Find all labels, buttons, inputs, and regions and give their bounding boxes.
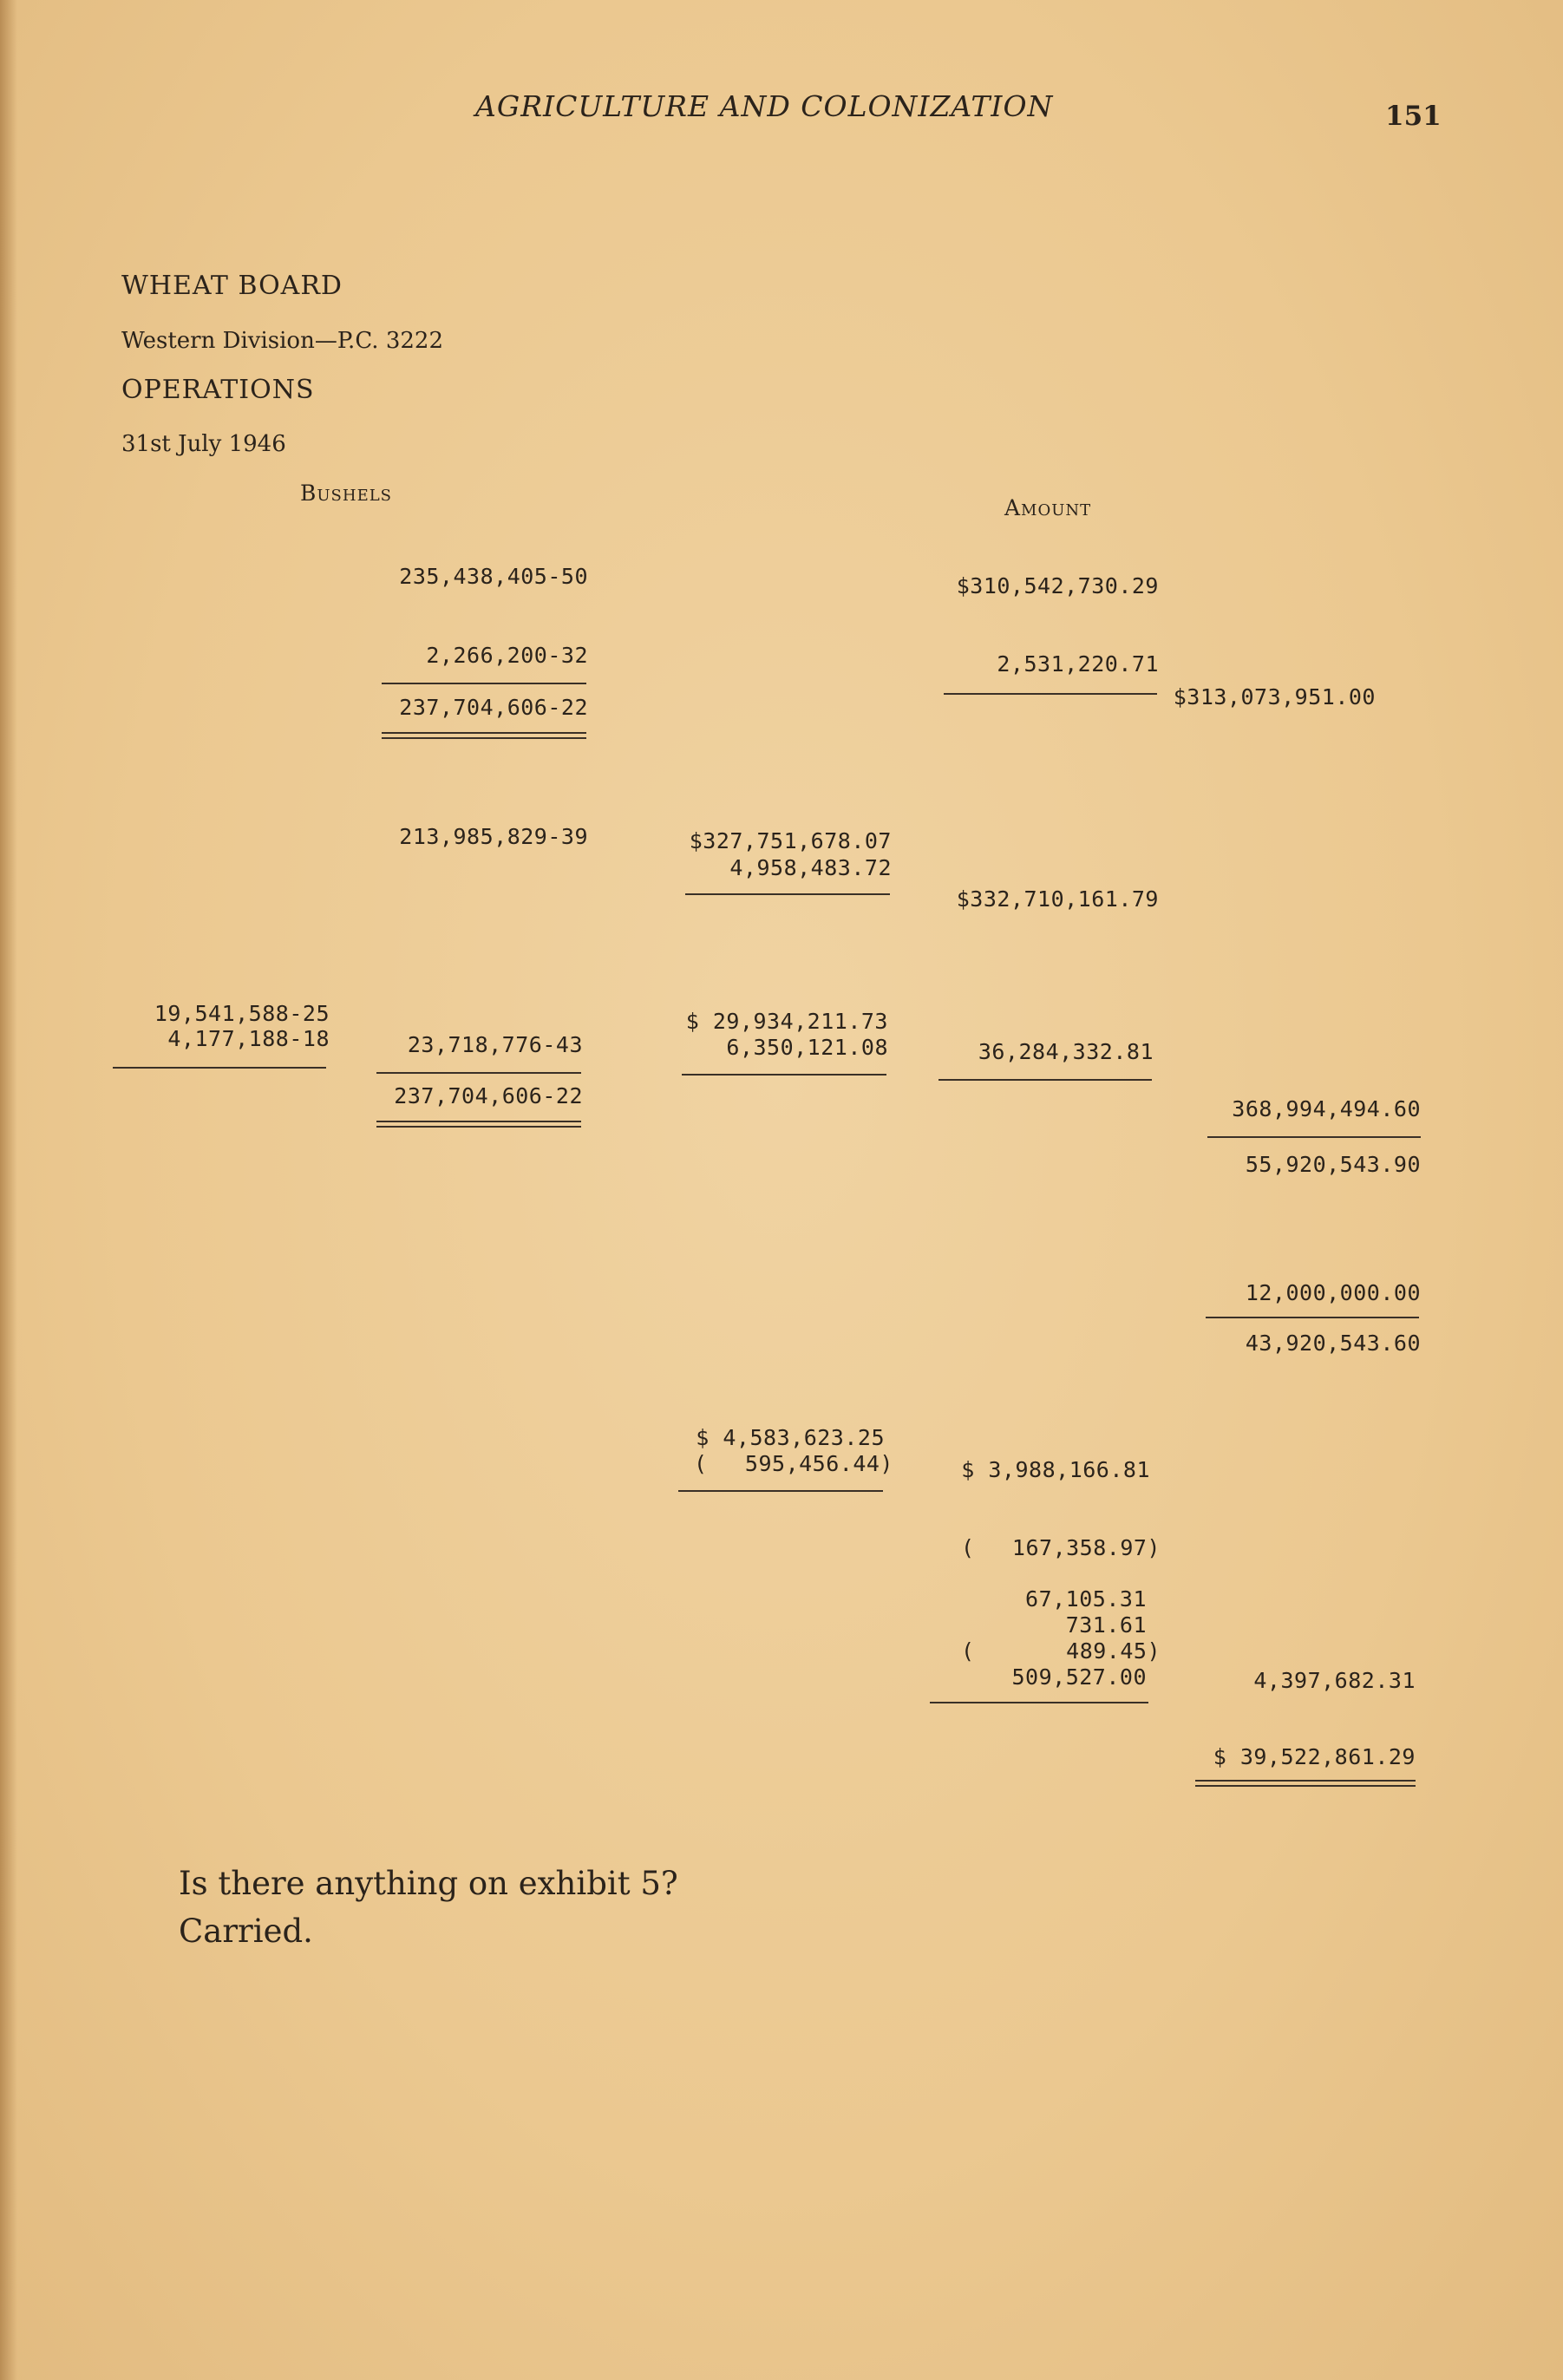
figure: 2,531,220.71: [997, 651, 1159, 677]
total-rule: [382, 732, 586, 739]
statement-title: WHEAT BOARD: [121, 271, 343, 301]
figure: (: [961, 1535, 975, 1560]
figure: 4,397,682.31: [1253, 1668, 1416, 1693]
figure: 489.45): [1066, 1638, 1161, 1664]
figure: $ 39,522,861.29: [1213, 1744, 1416, 1769]
figure: 509,527.00: [1011, 1664, 1147, 1690]
subtotal-rule: [944, 693, 1157, 695]
figure: 4,958,483.72: [729, 855, 892, 880]
subtotal-rule: [113, 1067, 326, 1069]
subtotal-rule: [685, 893, 890, 895]
figure: 6,350,121.08: [726, 1035, 888, 1060]
figure: 55,920,543.90: [1245, 1152, 1421, 1177]
figure: $ 29,934,211.73: [685, 1009, 888, 1034]
figure: 213,985,829-39: [399, 824, 588, 849]
figure: 237,704,606-22: [399, 695, 588, 720]
subtotal-rule: [376, 1072, 581, 1074]
figure: 237,704,606-22: [394, 1083, 583, 1108]
subtotal-rule: [682, 1074, 886, 1076]
figure: $327,751,678.07: [689, 828, 892, 853]
closing-result: Carried.: [179, 1912, 313, 1950]
column-header-amount: Amount: [1004, 495, 1092, 520]
statement-heading: OPERATIONS: [121, 375, 315, 405]
figure: (: [694, 1451, 708, 1476]
subtotal-rule: [1206, 1317, 1419, 1318]
statement-date: 31st July 1946: [121, 431, 286, 457]
closing-question: Is there anything on exhibit 5?: [179, 1865, 678, 1902]
figure: 731.61: [1065, 1612, 1147, 1638]
page-edge-shadow: [0, 0, 17, 2380]
figure: 235,438,405-50: [399, 564, 588, 589]
total-rule: [376, 1121, 581, 1128]
subtotal-rule: [1207, 1136, 1421, 1138]
total-rule: [1195, 1780, 1416, 1787]
subtotal-rule: [678, 1490, 883, 1492]
figure: $ 3,988,166.81: [961, 1457, 1150, 1482]
figure: 12,000,000.00: [1245, 1280, 1421, 1305]
figure: $ 4,583,623.25: [696, 1425, 885, 1450]
figure: 19,541,588-25: [154, 1001, 330, 1026]
figure: 2,266,200-32: [426, 643, 588, 668]
subtotal-rule: [938, 1079, 1152, 1081]
figure: 36,284,332.81: [978, 1039, 1154, 1064]
column-header-bushels: Bushels: [300, 481, 392, 506]
figure: 595,456.44): [744, 1451, 893, 1476]
figure: $313,073,951.00: [1173, 684, 1376, 709]
figure: 67,105.31: [1025, 1586, 1147, 1612]
statement-division: Western Division—P.C. 3222: [121, 328, 443, 354]
figure: 4,177,188-18: [167, 1026, 330, 1051]
subtotal-rule: [382, 683, 586, 684]
figure: 167,358.97): [1011, 1535, 1161, 1560]
page-number: 151: [1385, 101, 1442, 132]
running-title: AGRICULTURE AND COLONIZATION: [475, 89, 1054, 123]
figure: $310,542,730.29: [956, 573, 1159, 598]
figure: $332,710,161.79: [956, 886, 1159, 912]
figure: 23,718,776-43: [407, 1032, 583, 1057]
figure: 368,994,494.60: [1232, 1096, 1421, 1121]
figure: (: [961, 1638, 975, 1664]
subtotal-rule: [930, 1702, 1148, 1703]
figure: 43,920,543.60: [1245, 1331, 1421, 1356]
